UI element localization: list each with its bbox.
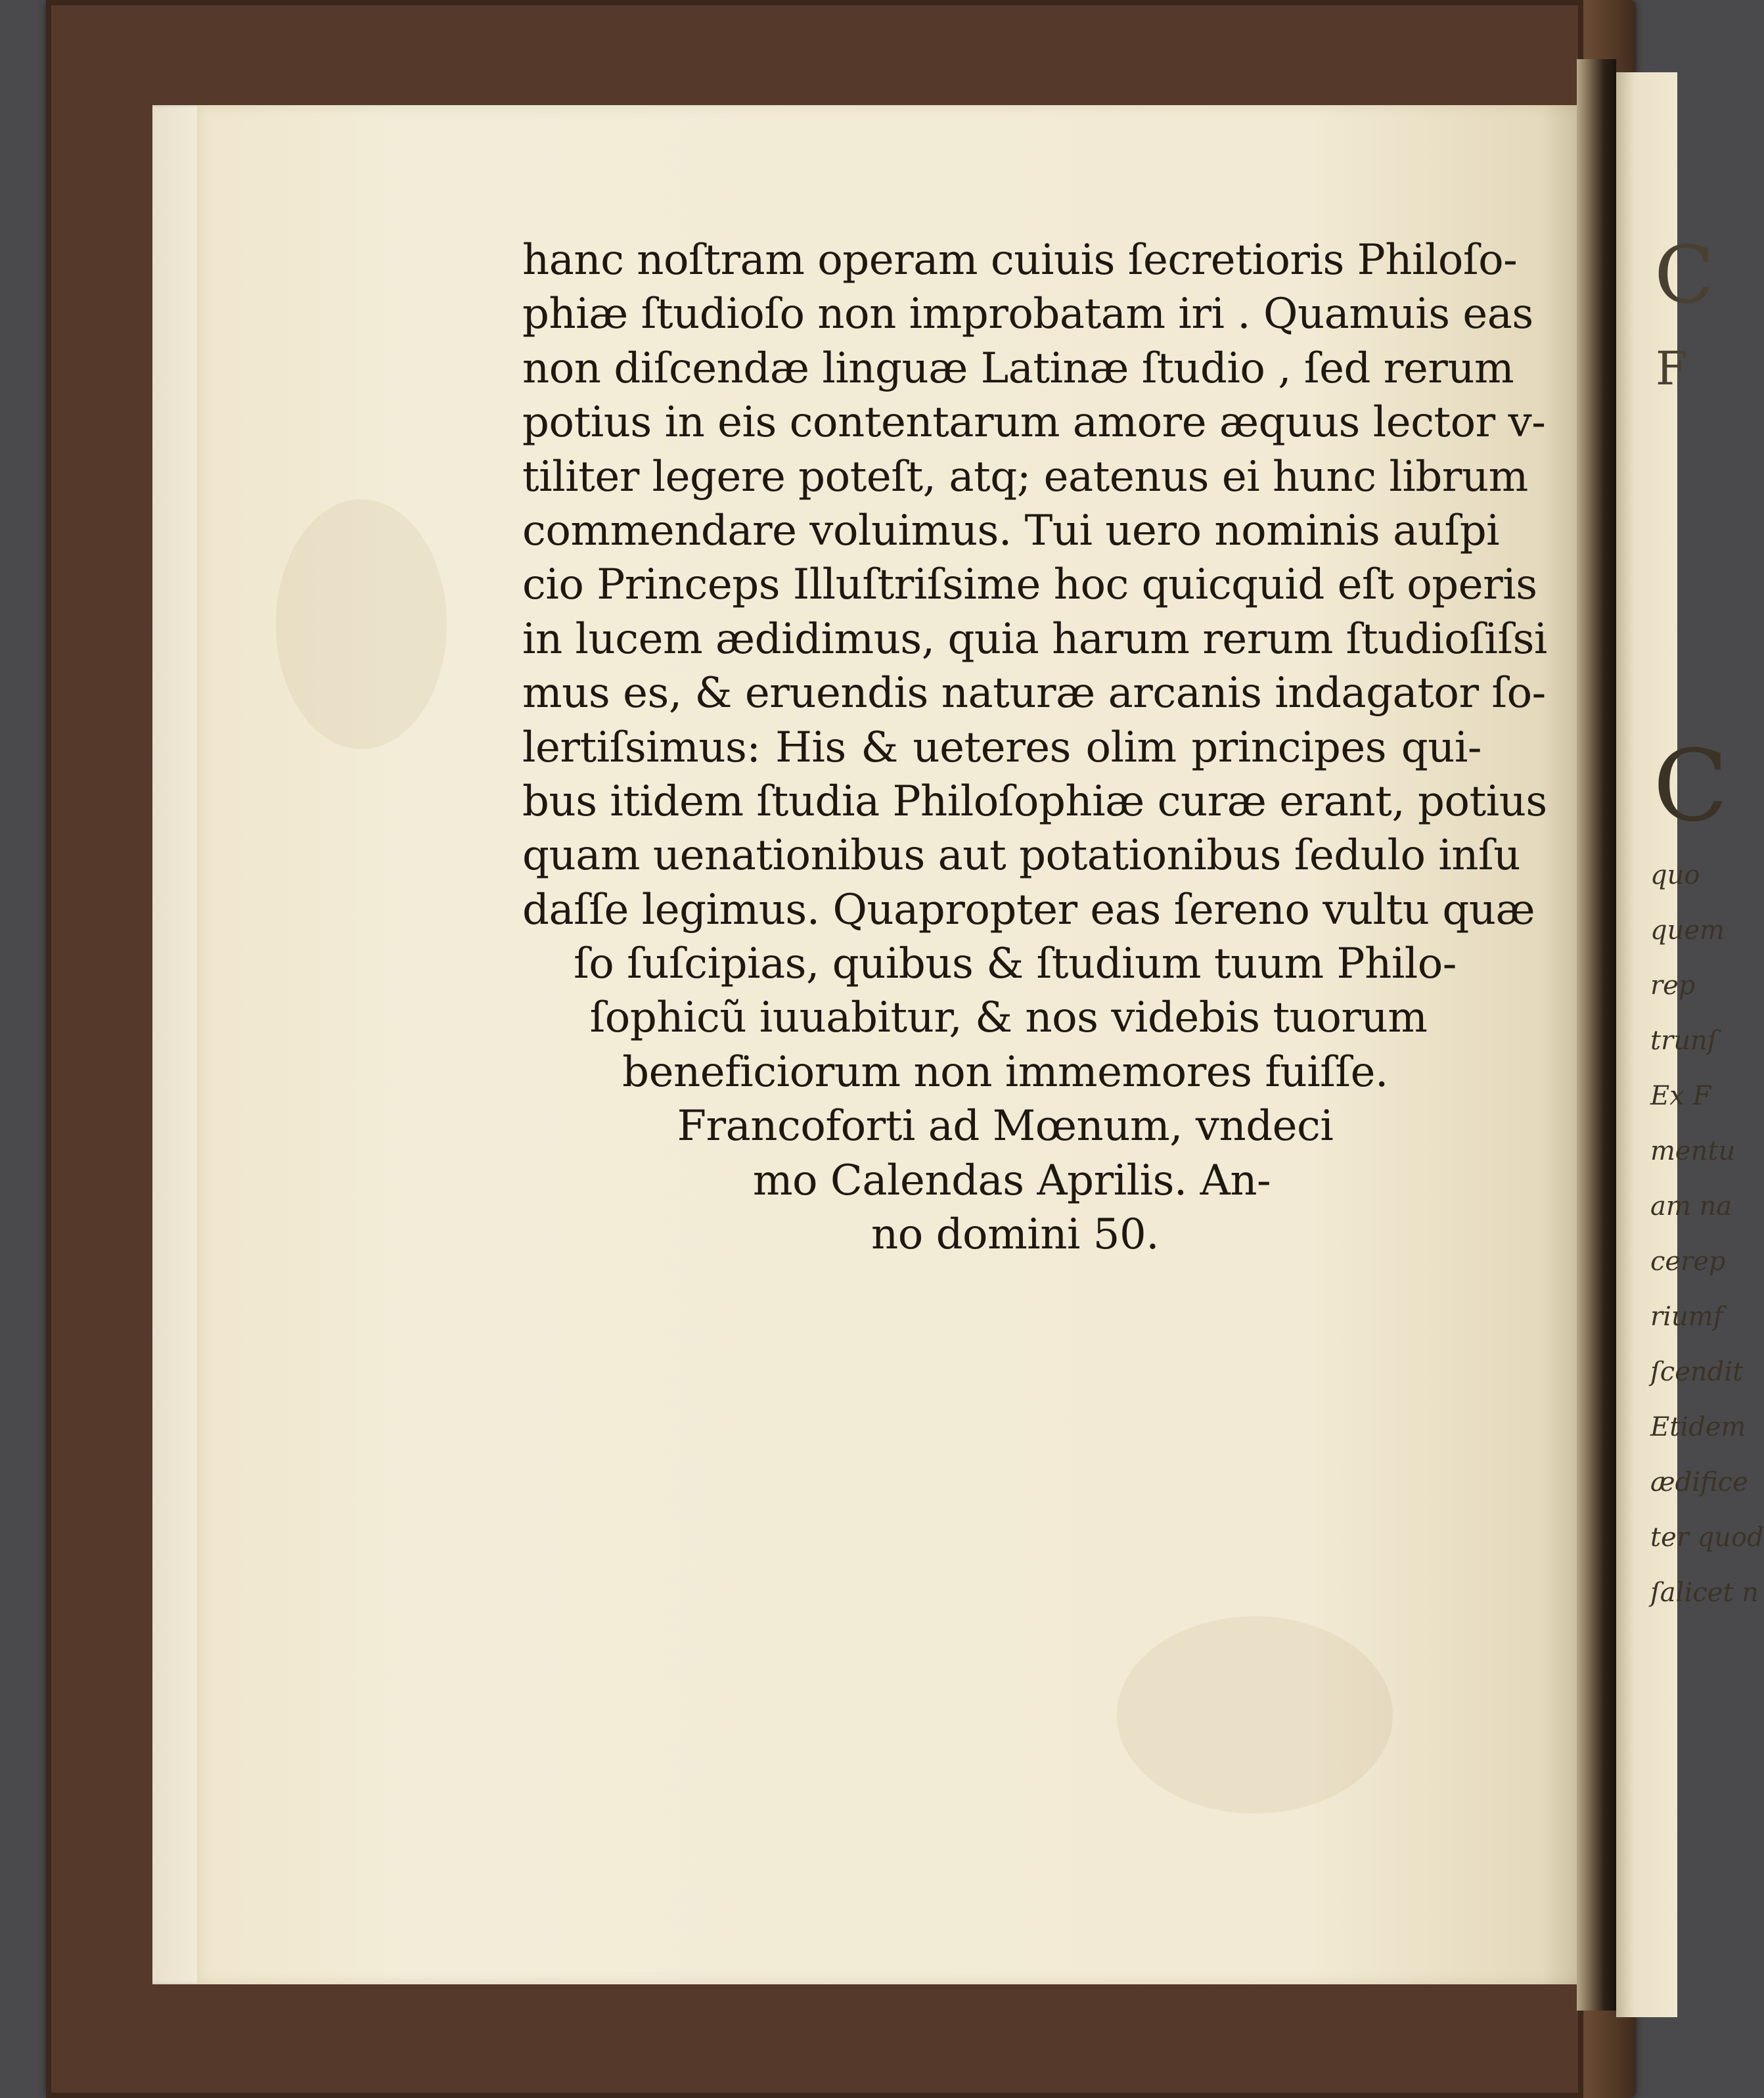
text-line: commendare voluimus. Tui uero nominis auſpi xyxy=(522,506,1500,555)
page-stain xyxy=(1117,1616,1393,1813)
text-line: lertiſsimus: His & ueteres olim principes qui- xyxy=(522,723,1481,772)
text-line: tiliter legere poteſt, atq; eatenus ei hunc librum xyxy=(522,452,1528,501)
facing-page-initial: C xyxy=(1653,729,1729,844)
text-line: hanc noſtram operam cuiuis ſecretioris Philoſo- xyxy=(522,236,1518,285)
text-line: beneficiorum non immemores fuiſſe. xyxy=(622,1047,1388,1097)
text-line: daſſe legimus. Quapropter eas ſereno vultu quæ xyxy=(522,885,1535,934)
text-line: cio Princeps Illuſtriſsime hoc quicquid eſt operis xyxy=(522,560,1537,610)
page-stain xyxy=(276,499,447,749)
book-gutter xyxy=(1577,59,1616,2011)
text-line: ſophicũ iuuabitur, & nos videbis tuorum xyxy=(589,993,1428,1043)
text-line: ſo ſuſcipias, quibus & ſtudium tuum Philo- xyxy=(574,940,1457,989)
printed-text-block xyxy=(522,233,1547,1262)
text-line: quam uenationibus aut potationibus ſedulo inſu xyxy=(522,831,1520,880)
colophon-line: Francoforti ad Mœnum, vndeci xyxy=(677,1102,1334,1151)
colophon-line: mo Calendas Aprilis. An- xyxy=(752,1156,1271,1205)
colophon-line: no domini 50. xyxy=(871,1210,1160,1260)
text-line: potius in eis contentarum amore æquus lector v- xyxy=(522,398,1546,447)
facing-page-edge xyxy=(1616,72,1764,2017)
text-line: in lucem ædidimus, quia harum rerum ſtudioſiſsi xyxy=(522,614,1547,664)
text-line: mus es, & eruendis naturæ arcanis indagator ſo- xyxy=(522,669,1546,718)
facing-page-letter: C xyxy=(1654,230,1715,321)
facing-page-fragments: quo quem rep trunſ Ex F mentu am na cerep riumf ſcendit Etidem ædifice ter quod ſalicet n xyxy=(1650,860,1764,1608)
text-line: non diſcendæ linguæ Latinæ ſtudio , ſed rerum xyxy=(522,344,1514,393)
text-line: bus itidem ſtudia Philoſophiæ curæ erant, potius xyxy=(522,777,1547,826)
text-line: phiæ ſtudioſo non improbatam iri . Quamuis eas xyxy=(522,290,1533,339)
facing-page-letter: F xyxy=(1656,342,1688,396)
